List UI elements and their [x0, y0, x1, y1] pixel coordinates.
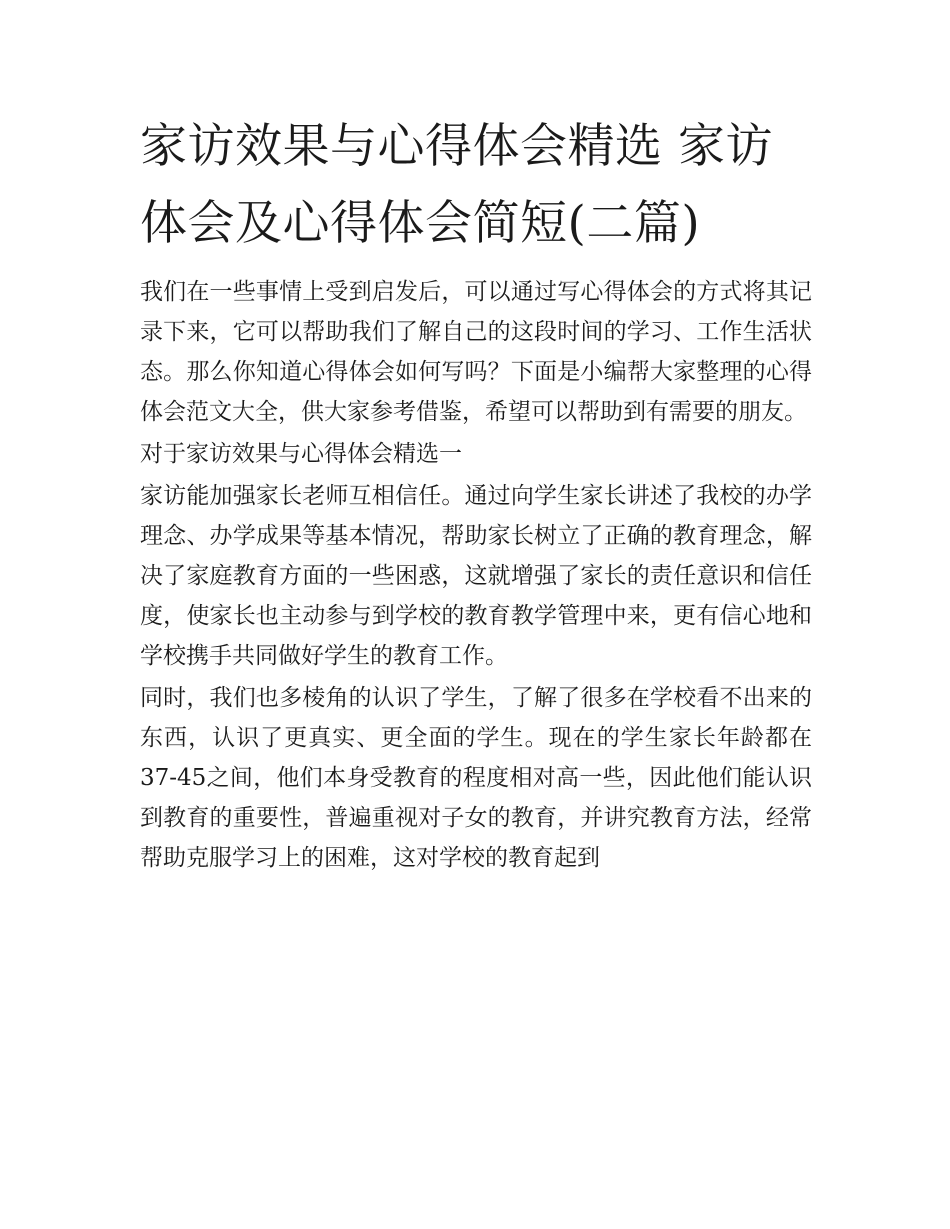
section-heading: 对于家访效果与心得体会精选一: [140, 441, 462, 467]
document-page: [140, 108, 812, 878]
body-paragraph-2: 同时，我们也多棱角的认识了学生，了解了很多在学校看不出来的东西，认识了更真实、更全面的学生。现在的学生家长年龄都在37-45之间，他们本身受教育的程度相对高一些，因此他们能认识到教育的重要性，普遍重视对子女的教育，并讲究教育方法，经常帮助克服学习上的困难，这对学校的教育起到: [140, 685, 812, 871]
document-title: 家访效果与心得体会精选 家访体会及心得体会简短(二篇): [140, 119, 773, 251]
body-paragraph-1: 家访能加强家长老师互相信任。通过向学生家长讲述了我校的办学理念、办学成果等基本情况，帮助家长树立了正确的教育理念，解决了家庭教育方面的一些困惑，这就增强了家长的责任意识和信任度，使家长也主动参与到学校的教育教学管理中来，更有信心地和学校携手共同做好学生的教育工作。: [140, 483, 812, 669]
intro-paragraph: 我们在一些事情上受到启发后，可以通过写心得体会的方式将其记录下来，它可以帮助我们了解自己的这段时间的学习、工作生活状态。那么你知道心得体会如何写吗？下面是小编帮大家整理的心得体会范文大全，供大家参考借鉴，希望可以帮助到有需要的朋友。: [140, 279, 812, 425]
